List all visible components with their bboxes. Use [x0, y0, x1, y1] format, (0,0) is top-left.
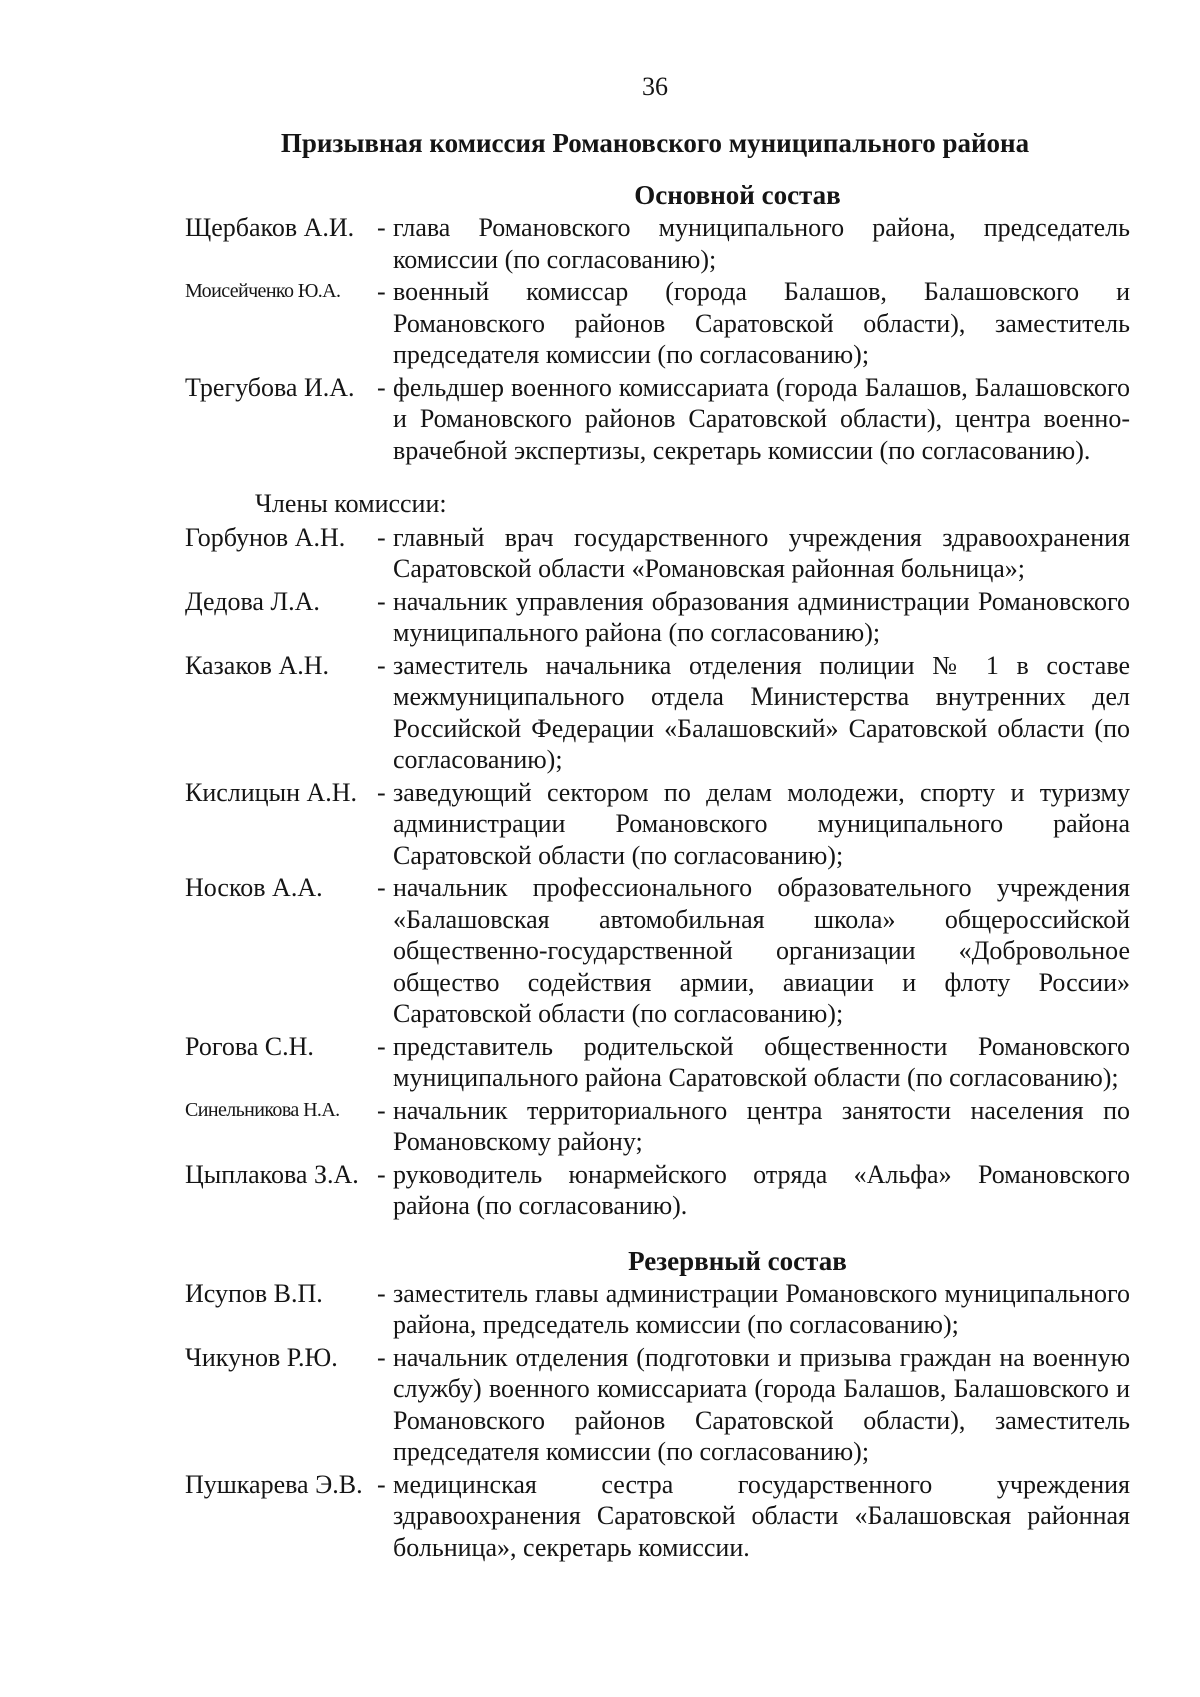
- member-name: Трегубова И.А.: [185, 372, 355, 402]
- list-item: [185, 522, 1130, 585]
- list-item: [185, 1159, 1130, 1222]
- member-role: заведующий сектором по делам молодежи, спорту и туризму администрации Романовского муниципального района Саратовской области (по согласованию);: [393, 777, 1130, 870]
- dash: -: [377, 1159, 386, 1189]
- member-name: Рогова С.Н.: [185, 1031, 314, 1061]
- member-role: медицинская сестра государственного учреждения здравоохранения Саратовской области «Балашовская районная больница», секретарь комиссии.: [393, 1469, 1130, 1562]
- reserve-composition-heading: Резервный состав: [628, 1245, 847, 1276]
- main-composition-list: [185, 212, 1130, 466]
- member-name: Горбунов А.Н.: [185, 522, 346, 552]
- list-item: [185, 1469, 1130, 1564]
- member-role: фельдшер военного комиссариата (города Балашов, Балашовского и Романовского районов Саратовской области), центра военно-врачебной экспертизы, секретарь комиссии (по согласованию).: [393, 372, 1130, 465]
- list-item: [185, 777, 1130, 872]
- dash: -: [377, 586, 386, 616]
- dash: -: [377, 1095, 386, 1125]
- page-number: 36: [642, 72, 668, 101]
- member-name: Синельникова Н.А.: [185, 1098, 340, 1121]
- list-item: [185, 212, 1130, 275]
- document-title: Призывная комиссия Романовского муниципального района: [280, 128, 1030, 158]
- dash: -: [377, 1031, 386, 1061]
- member-name: Цыплакова З.А.: [185, 1159, 359, 1189]
- dash: -: [377, 650, 386, 680]
- list-item: [185, 1342, 1130, 1468]
- member-name: Щербаков А.И.: [185, 213, 355, 242]
- list-item: [185, 1031, 1130, 1094]
- dash: -: [377, 777, 386, 807]
- member-role: начальник профессионального образовательного учреждения «Балашовская автомобильная школа» общероссийской общественно-государственной организации «Добровольное общество содействия армии, авиации и флоту России» Саратовской области (по согласованию);: [393, 873, 1130, 1028]
- member-name: Кислицын А.Н.: [185, 777, 358, 807]
- dash: -: [377, 873, 386, 902]
- member-role: начальник управления образования администрации Романовского муниципального района (по согласованию);: [393, 586, 1130, 647]
- member-role: руководитель юнармейского отряда «Альфа» Романовского района (по согласованию).: [393, 1159, 1130, 1220]
- document-body: [185, 178, 1130, 1564]
- list-item: [185, 1095, 1130, 1158]
- list-item: [185, 276, 1130, 371]
- member-name: Чикунов Р.Ю.: [185, 1342, 338, 1372]
- member-role: начальник отделения (подготовки и призыва граждан на военную службу) военного комиссариата (города Балашов, Балашовского и Романовского районов Саратовской области), заместитель председателя комиссии (по согласованию);: [393, 1342, 1130, 1466]
- members-list: [185, 522, 1130, 1222]
- member-role: глава Романовского муниципального района, председатель комиссии (по согласованию);: [393, 213, 1130, 274]
- list-item: [185, 650, 1130, 776]
- dash: -: [377, 372, 386, 402]
- member-role: военный комиссар (города Балашов, Балашовского и Романовского районов Саратовской области), заместитель председателя комиссии (по согласованию);: [393, 277, 1130, 369]
- member-role: начальник территориального центра занятости населения по Романовскому району;: [393, 1095, 1130, 1156]
- main-composition-heading: Основной состав: [634, 180, 841, 210]
- list-item: [185, 872, 1130, 1030]
- member-role: представитель родительской общественности Романовского муниципального района Саратовской области (по согласованию);: [393, 1031, 1130, 1092]
- member-name: Носков А.А.: [185, 873, 323, 902]
- dash: -: [377, 277, 386, 306]
- dash: -: [377, 1342, 386, 1372]
- dash: -: [377, 1278, 386, 1308]
- member-name: Исупов В.П.: [185, 1278, 323, 1308]
- reserve-composition-list: [185, 1278, 1130, 1564]
- member-name: Моисейченко Ю.А.: [185, 280, 341, 302]
- list-item: [185, 586, 1130, 649]
- dash: -: [377, 522, 386, 552]
- member-role: заместитель главы администрации Романовского муниципального района, председатель комиссии (по согласованию);: [393, 1278, 1130, 1339]
- list-item: [185, 372, 1130, 467]
- member-name: Дедова Л.А.: [185, 586, 320, 616]
- members-label: Члены комиссии:: [255, 489, 447, 518]
- member-role: главный врач государственного учреждения здравоохранения Саратовской области «Романовская районная больница»;: [393, 522, 1130, 583]
- member-name: Пушкарева Э.В.: [185, 1469, 363, 1499]
- member-name: Казаков А.Н.: [185, 650, 329, 680]
- dash: -: [377, 1469, 386, 1499]
- member-role: заместитель начальника отделения полиции № 1 в составе межмуниципального отдела Министерства внутренних дел Российской Федерации «Балашовский» Саратовской области (по согласованию);: [393, 650, 1130, 774]
- list-item: [185, 1278, 1130, 1341]
- dash: -: [377, 213, 386, 242]
